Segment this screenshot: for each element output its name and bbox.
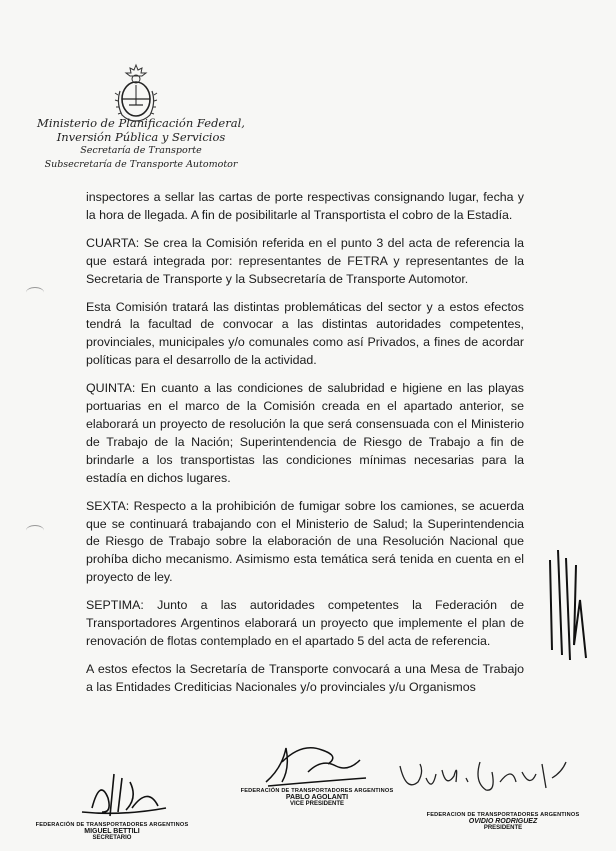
role-middle: VICE PRESIDENTE xyxy=(289,801,344,807)
subsecretariat-name: Subsecretaría de Transporte Automotor xyxy=(44,159,238,170)
signature-bettili xyxy=(72,768,172,820)
signature-rodriguez xyxy=(396,752,576,802)
punch-mark-top xyxy=(26,287,44,298)
paragraph-sexta: SEXTA: Respecto a la prohibición de fumigar sobre los camiones, se acuerda que se continuará trabajando con el Ministerio de Salud; la Superintendencia de Riesgo de Trabajo sobre la elaboración de una Resolución Nacional que prohíba dicho mecanismo. Asimismo esta temática será tenida en cuenta en el proyecto de ley. xyxy=(86,498,524,585)
paragraph-mesa-trabajo: A estos efectos la Secretaría de Transporte convocará a una Mesa de Trabajo a las Entidades Crediticias Nacionales y/o provinciales y/u Organismos xyxy=(86,661,524,694)
name-right: OVIDIO RODRIGUEZ xyxy=(468,818,538,825)
name-left: MIGUEL BETTILI xyxy=(84,828,140,835)
signature-block-right xyxy=(418,812,588,831)
paragraph-septima: SEPTIMA: Junto a las autoridades competentes la Federación de Transportadores Argentinos elaborará un proyecto que implemente el plan de renovación de flotas contemplado en el apartado 5 del acta de referencia. xyxy=(86,598,524,648)
ministry-header xyxy=(36,116,246,172)
role-left: SECRETARIO xyxy=(92,835,132,841)
document-body xyxy=(86,189,524,707)
ministry-name: Ministerio de Planificación Federal, xyxy=(37,116,245,130)
signature-agolanti xyxy=(262,738,372,790)
paragraph-cuarta: CUARTA: Se crea la Comisión referida en el punto 3 del acta de referencia la que estará integrada por: representantes de FETRA y representantes de la Secretaria de Transporte y la Subsecretaría de Transporte Automotor. xyxy=(86,235,524,286)
org-left: FEDERACIÓN DE TRANSPORTADORES ARGENTINOS xyxy=(35,822,189,828)
paragraph-1: inspectores a sellar las cartas de porte respectivas consignando lugar, fecha y la hora de llegada. A fin de posibilitarle al Transportista el cobro de la Estadía. xyxy=(86,190,524,222)
name-middle: PABLO AGOLANTI xyxy=(285,794,349,801)
signature-block-middle xyxy=(232,788,402,807)
role-right: PRESIDENTE xyxy=(483,825,523,831)
paragraph-comision: Esta Comisión tratará las distintas problemáticas del sector y a estos efectos tendrá la facultad de convocar a las distintas autoridades competentes, provinciales, municipales y/o comunales como así Privados, a fines de acordar políticas para el desarrollo de la actividad. xyxy=(86,299,524,368)
punch-mark-bottom xyxy=(26,525,44,536)
ministry-name-cont: Inversión Pública y Servicios xyxy=(56,130,226,144)
signature-block-left xyxy=(22,822,202,841)
secretariat-name: Secretaría de Transporte xyxy=(80,145,202,156)
paragraph-quinta: QUINTA: En cuanto a las condiciones de salubridad e higiene en las playas portuarias en el marco de la Comisión creada en el apartado anterior, se elaborará un proyecto de resolución la que será consensuada con el Ministerio de Trabajo de la Nación; Superintendencia de Riesgo de Trabajo a fin de brindarle a los transportistas las condiciones mínimas necesarias para la estadía en dichos lugares. xyxy=(86,381,524,485)
org-right: FEDERACION DE TRANSPORTADORES ARGENTINOS xyxy=(426,812,580,818)
org-middle: FEDERACIÓN DE TRANSPORTADORES ARGENTINOS xyxy=(240,788,394,794)
margin-signature xyxy=(540,540,610,670)
